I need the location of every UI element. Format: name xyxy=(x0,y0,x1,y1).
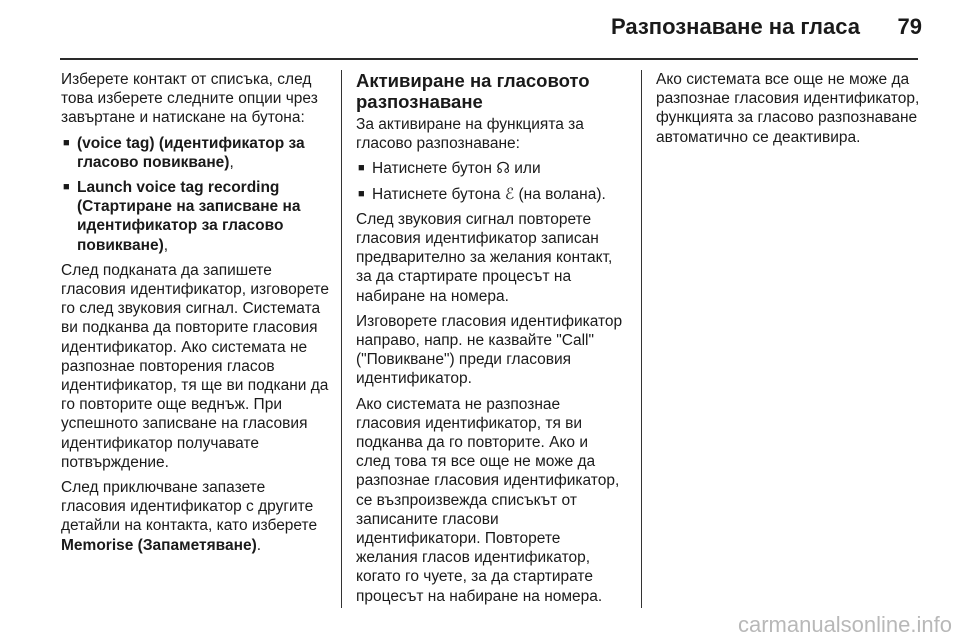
punctuation: , xyxy=(229,153,234,171)
bullet-icon: ■ xyxy=(358,187,365,200)
list-item-text: Натиснете бутона ℰ (на волана). xyxy=(372,185,606,203)
list-item xyxy=(356,185,626,204)
paragraph: Ако системата не разпознае гласовия идентификатор, тя ви подканва да го повторите. Ако и след това тя все още не може да разпознае гласовия идентификатор, се възпроизвежда списъкът от записаните гласови идентификатори. Повторете желания гласов идентификатор, когато го чуете, за да стартирате процесът на набиране на номера. xyxy=(356,395,620,605)
bullet-icon: ■ xyxy=(63,136,70,149)
paragraph: След звуковия сигнал повторете гласовия идентификатор записан предварително за желания контакт, за да стартирате процесът на набиране на номера. xyxy=(356,210,613,305)
option-memorise: Memorise (Запаметяване) xyxy=(61,536,257,554)
options-list xyxy=(61,134,331,255)
section-heading: Активиране на гласовото разпознаване xyxy=(356,70,590,112)
paragraph xyxy=(61,478,331,555)
page-header xyxy=(0,0,960,60)
intro-paragraph: За активиране на функцията за гласово разпознаване: xyxy=(356,116,584,153)
page-title: Разпознаване на гласа xyxy=(610,14,860,39)
list-item-text: Натиснете бутон ☊ или xyxy=(372,160,541,178)
page-number: 79 xyxy=(897,14,922,39)
watermark: carmanualsonline.info xyxy=(737,612,952,637)
column-1 xyxy=(61,70,331,561)
paragraph: Изговорете гласовия идентификатор направо, напр. не казвайте "Call" ("Повикване") преди гласовия идентификатор. xyxy=(356,312,623,388)
paragraph: Ако системата все още не може да разпознае гласовия идентификатор, функцията за гласово разпознаване автоматично се деактивира. xyxy=(656,71,920,146)
column-3 xyxy=(656,70,922,153)
intro-paragraph: Изберете контакт от списъка, след това изберете следните опции чрез завъртане и натискане на бутона: xyxy=(61,71,318,127)
punctuation: , xyxy=(163,236,169,254)
steps-list xyxy=(356,159,626,203)
list-item xyxy=(61,178,331,255)
punctuation: . xyxy=(256,536,262,554)
column-divider xyxy=(641,70,642,608)
bullet-icon: ■ xyxy=(358,162,365,175)
column-divider xyxy=(341,70,342,608)
column-2 xyxy=(356,70,626,612)
list-item xyxy=(356,159,626,178)
option-voice-tag: (voice tag) (идентификатор за гласово повикване) xyxy=(77,134,305,171)
paragraph: След подканата да запишете гласовия идентификатор, изговорете го след звуковия сигнал. Системата ви подканва да повторите гласовия идентификатор. Ако системата не разпознае повторения гласов идентификатор, тя ще ви подкани да го повторите още веднъж. При успешното записване на гласовия идентификатор получавате потвърждение. xyxy=(61,261,329,471)
list-item xyxy=(61,134,331,172)
option-launch-recording: Launch voice tag recording (Стартиране на записване на идентификатор за гласово повикване) xyxy=(77,179,301,254)
paragraph-text: След приключване запазете гласовия идентификатор с другите детайли на контакта, като изберете xyxy=(61,479,318,535)
header-rule xyxy=(60,58,918,60)
bullet-icon: ■ xyxy=(63,181,70,194)
